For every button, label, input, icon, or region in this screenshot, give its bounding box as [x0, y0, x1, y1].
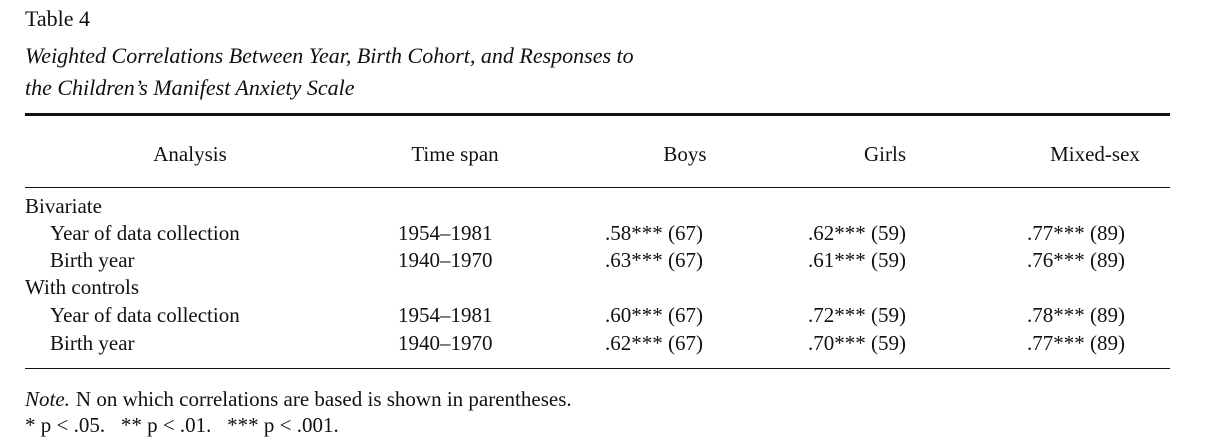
cell-analysis: Year of data collection [50, 303, 240, 327]
table-title-line-2: the Children’s Manifest Anxiety Scale [25, 75, 355, 100]
table-row [25, 220, 1170, 247]
table-row [25, 302, 1170, 329]
cell-time-span: 1940–1970 [398, 248, 493, 272]
note-label: Note. [25, 387, 70, 411]
cell-analysis: Birth year [50, 248, 135, 272]
table-note [25, 386, 572, 412]
cell-girls: .62*** (59) [808, 221, 906, 245]
cell-analysis: Year of data collection [50, 221, 240, 245]
cell-boys: .60*** (67) [605, 303, 703, 327]
header-time-span: Time span [411, 142, 499, 166]
cell-mixed-sex: .78*** (89) [1027, 303, 1125, 327]
header-girls: Girls [864, 142, 906, 166]
header-mixed-sex: Mixed-sex [1050, 142, 1140, 166]
cell-time-span: 1940–1970 [398, 331, 493, 355]
table-number: Table 4 [25, 6, 91, 31]
note-text: N on which correlations are based is shown in parentheses. [75, 387, 572, 411]
group-label-with-controls: With controls [25, 275, 140, 299]
table-title [25, 40, 925, 104]
group-label-bivariate: Bivariate [25, 194, 102, 218]
cell-girls: .61*** (59) [808, 248, 906, 272]
bottom-rule [25, 368, 1170, 369]
cell-mixed-sex: .77*** (89) [1027, 331, 1125, 355]
cell-mixed-sex: .77*** (89) [1027, 221, 1125, 245]
table-title-line-1: Weighted Correlations Between Year, Birth Cohort, and Responses to [25, 43, 634, 68]
header-rule [25, 187, 1170, 188]
table-row [25, 330, 1170, 357]
group-label-row [25, 274, 1170, 301]
cell-analysis: Birth year [50, 331, 135, 355]
significance-note [25, 412, 339, 438]
table-row [25, 247, 1170, 274]
cell-time-span: 1954–1981 [398, 221, 493, 245]
cell-time-span: 1954–1981 [398, 303, 493, 327]
cell-girls: .70*** (59) [808, 331, 906, 355]
cell-boys: .62*** (67) [605, 331, 703, 355]
cell-boys: .58*** (67) [605, 221, 703, 245]
header-boys: Boys [663, 142, 707, 166]
group-label-row [25, 193, 1170, 220]
header-analysis: Analysis [153, 142, 227, 166]
significance-levels: * p < .05. ** p < .01. *** p < .001. [25, 413, 339, 437]
cell-mixed-sex: .76*** (89) [1027, 248, 1125, 272]
cell-boys: .63*** (67) [605, 248, 703, 272]
cell-girls: .72*** (59) [808, 303, 906, 327]
top-rule [25, 113, 1170, 116]
